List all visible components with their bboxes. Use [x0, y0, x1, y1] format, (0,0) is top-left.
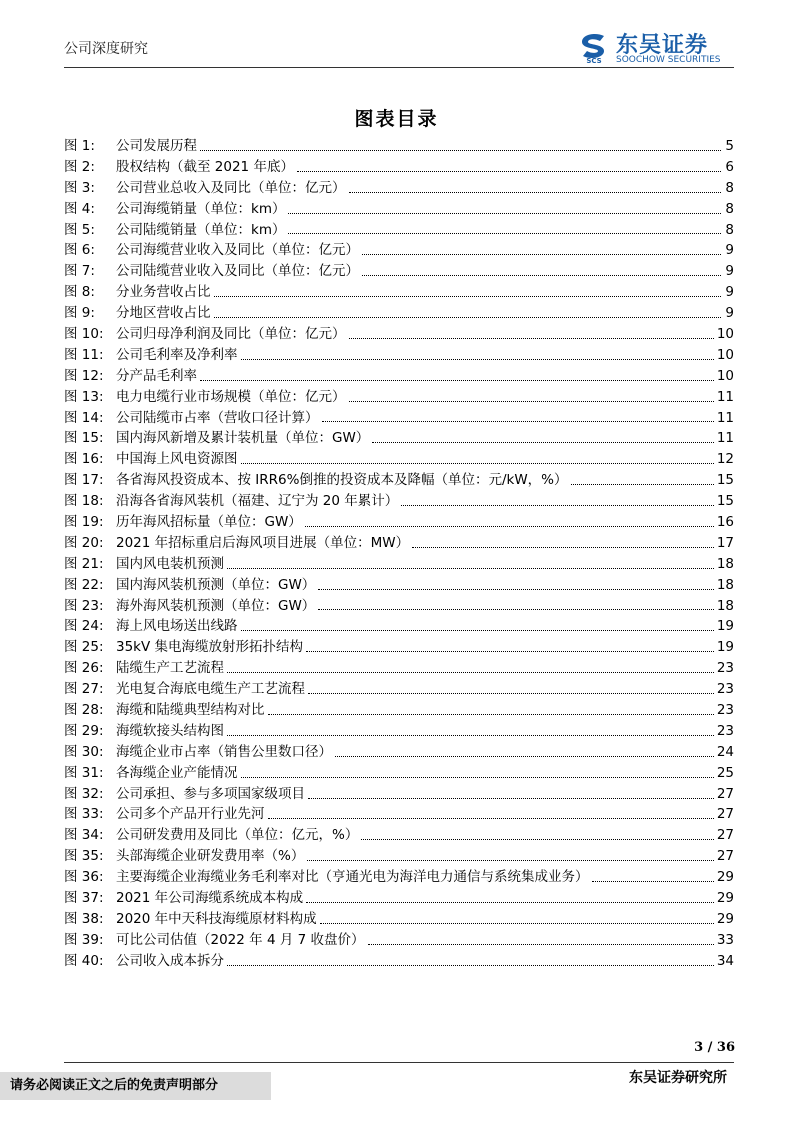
toc-title: 图表目录 — [354, 108, 439, 130]
figure-number: 图 27: — [64, 681, 104, 698]
toc-entry[interactable] — [64, 637, 734, 658]
figure-title-link[interactable]: 陆缆生产工艺流程 — [116, 660, 224, 677]
toc-entry[interactable] — [64, 470, 734, 491]
page-reference: 8 — [725, 200, 734, 217]
page-reference: 6 — [725, 158, 734, 175]
figure-number: 图 9: — [64, 305, 95, 322]
toc-entry[interactable] — [64, 491, 734, 512]
figure-title-link[interactable]: 公司发展历程 — [116, 137, 197, 154]
page-reference: 9 — [725, 305, 734, 322]
dot-leader — [349, 192, 722, 193]
toc-entry[interactable] — [64, 178, 734, 199]
figure-number: 图 18: — [64, 493, 104, 510]
toc-entry[interactable] — [64, 136, 734, 157]
figure-number: 图 6: — [64, 242, 95, 259]
page-reference: 11 — [716, 409, 734, 426]
dot-leader — [241, 463, 714, 464]
figure-title-link[interactable]: 2021 年公司海缆系统成本构成 — [116, 890, 304, 907]
toc-entry[interactable] — [64, 220, 734, 241]
dot-leader — [305, 526, 714, 527]
toc-entry[interactable] — [64, 658, 734, 679]
page-reference: 10 — [716, 346, 734, 363]
figure-title-link[interactable]: 2021 年招标重启后海风项目进展（单位：MW） — [116, 534, 410, 551]
page-reference: 10 — [716, 367, 734, 384]
page-reference: 5 — [725, 137, 734, 154]
dot-leader — [306, 902, 714, 903]
figure-title-link[interactable]: 分地区营收占比 — [116, 305, 211, 322]
toc-entry[interactable] — [64, 679, 734, 700]
page-reference: 18 — [716, 576, 734, 593]
figure-title-link[interactable]: 公司收入成本拆分 — [116, 952, 224, 969]
figure-number: 图 12: — [64, 367, 104, 384]
figure-number: 图 2: — [64, 158, 95, 175]
figure-number: 图 16: — [64, 451, 104, 468]
figure-title-link[interactable]: 海外海风装机预测（单位：GW） — [116, 597, 316, 614]
dot-leader — [200, 150, 721, 151]
research-institute: 东吴证券研究所 — [629, 1070, 727, 1086]
figure-title-link[interactable]: 光电复合海底电缆生产工艺流程 — [116, 681, 305, 698]
figure-title-link[interactable]: 分产品毛利率 — [116, 367, 197, 384]
dot-leader — [362, 254, 721, 255]
toc-entry[interactable] — [64, 951, 734, 972]
page-reference: 29 — [716, 910, 734, 927]
page-reference: 11 — [716, 430, 734, 447]
figure-number: 图 31: — [64, 764, 104, 781]
figure-number: 图 5: — [64, 221, 95, 238]
figure-number: 图 34: — [64, 827, 104, 844]
page-reference: 12 — [716, 451, 734, 468]
page-reference: 18 — [716, 597, 734, 614]
toc-entry[interactable] — [64, 763, 734, 784]
page-reference: 19 — [716, 618, 734, 635]
toc-entry[interactable] — [64, 387, 734, 408]
soochow-logo-icon — [578, 30, 610, 64]
figure-number: 图 32: — [64, 785, 104, 802]
dot-leader — [214, 317, 722, 318]
toc-entry[interactable] — [64, 408, 734, 429]
toc-entry[interactable] — [64, 261, 734, 282]
footer-divider — [64, 1062, 734, 1063]
figure-number: 图 10: — [64, 326, 104, 342]
dot-leader — [320, 923, 714, 924]
figure-number: 图 29: — [64, 722, 104, 739]
header-divider — [64, 67, 734, 68]
dot-leader — [297, 171, 721, 172]
logo-mark-text: SCS — [586, 57, 602, 64]
figure-number: 图 14: — [64, 409, 104, 426]
page-reference: 29 — [716, 869, 734, 886]
page-reference: 27 — [716, 806, 734, 823]
dot-leader — [362, 275, 721, 276]
toc-entry[interactable] — [64, 867, 734, 888]
toc-entry[interactable] — [64, 240, 734, 261]
dot-leader — [349, 401, 714, 402]
toc-entry[interactable] — [64, 700, 734, 721]
figure-number: 图 36: — [64, 869, 104, 886]
figure-number: 图 24: — [64, 618, 104, 635]
figure-number: 图 26: — [64, 660, 104, 677]
toc-entry[interactable] — [64, 930, 734, 951]
dot-leader — [268, 714, 714, 715]
figure-title-link[interactable]: 公司陆缆营业收入及同比（单位：亿元） — [116, 263, 359, 280]
toc-entry[interactable] — [64, 199, 734, 220]
toc-entry[interactable] — [64, 888, 734, 909]
figure-title-link[interactable]: 各海缆企业产能情况 — [116, 764, 238, 781]
figure-number: 图 17: — [64, 472, 104, 489]
figure-title-link[interactable]: 公司营业总收入及同比（单位：亿元） — [116, 179, 346, 196]
toc-entry[interactable] — [64, 345, 734, 366]
dot-leader — [308, 798, 714, 799]
page-reference: 10 — [716, 326, 734, 342]
figure-list — [64, 136, 734, 972]
figure-title-link[interactable]: 国内海风新增及累计装机量（单位：GW） — [116, 430, 370, 447]
figure-number: 图 19: — [64, 514, 104, 531]
dot-leader — [368, 944, 714, 945]
figure-title-link[interactable]: 海缆软接头结构图 — [116, 722, 224, 739]
page-reference: 23 — [716, 722, 734, 739]
dot-leader — [288, 213, 721, 214]
toc-entry[interactable] — [64, 742, 734, 763]
figure-title-link[interactable]: 公司毛利率及净利率 — [116, 346, 238, 363]
figure-title-link[interactable]: 海缆企业市占率（销售公里数口径） — [116, 743, 332, 760]
dot-leader — [241, 630, 714, 631]
figure-title-link[interactable]: 公司海缆营业收入及同比（单位：亿元） — [116, 242, 359, 259]
page-reference: 8 — [725, 179, 734, 196]
page-reference: 9 — [725, 284, 734, 301]
page-reference: 15 — [716, 472, 734, 489]
figure-title-link[interactable]: 头部海缆企业研发费用率（%） — [116, 848, 305, 865]
figure-number: 图 33: — [64, 806, 104, 823]
toc-entry[interactable] — [64, 282, 734, 303]
dot-leader — [241, 777, 714, 778]
figure-title-link[interactable]: 公司陆缆销量（单位：km） — [116, 221, 286, 238]
figure-number: 图 40: — [64, 952, 104, 969]
toc-entry[interactable] — [64, 575, 734, 596]
figure-title-link[interactable]: 2020 年中天科技海缆原材料构成 — [116, 910, 317, 927]
figure-title-link[interactable]: 35kV 集电海缆放射形拓扑结构 — [116, 639, 304, 656]
page-reference: 19 — [716, 639, 734, 656]
figure-number: 图 25: — [64, 639, 104, 656]
page-reference: 23 — [716, 660, 734, 677]
dot-leader — [227, 965, 714, 966]
toc-entry[interactable] — [64, 909, 734, 930]
page-reference: 11 — [716, 388, 734, 405]
toc-entry[interactable] — [64, 303, 734, 324]
figure-title-link[interactable]: 国内海风装机预测（单位：GW） — [116, 576, 316, 593]
figure-title-link[interactable]: 公司归母净利润及同比（单位：亿元） — [116, 326, 346, 342]
figure-title-link[interactable]: 公司研发费用及同比（单位：亿元，%） — [116, 827, 359, 844]
dot-leader — [227, 672, 714, 673]
figure-number: 图 28: — [64, 702, 104, 719]
dot-leader — [361, 839, 713, 840]
page-reference: 16 — [716, 514, 734, 531]
figure-number: 图 35: — [64, 848, 104, 865]
figure-title-link[interactable]: 海缆和陆缆典型结构对比 — [116, 702, 265, 719]
figure-title-link[interactable]: 公司陆缆市占率（营收口径计算） — [116, 409, 319, 426]
figure-title-link[interactable]: 可比公司估值（2022 年 4 月 7 收盘价） — [116, 931, 365, 948]
figure-number: 图 13: — [64, 388, 104, 405]
dot-leader — [349, 338, 714, 339]
dot-leader — [318, 589, 714, 590]
figure-number: 图 4: — [64, 200, 95, 217]
figure-number: 图 30: — [64, 743, 104, 760]
dot-leader — [307, 860, 713, 861]
toc-entry[interactable] — [64, 805, 734, 826]
toc-entry[interactable] — [64, 616, 734, 637]
dot-leader — [241, 359, 714, 360]
toc-entry[interactable] — [64, 596, 734, 617]
toc-entry[interactable] — [64, 428, 734, 449]
figure-number: 图 21: — [64, 555, 104, 572]
figure-title-link[interactable]: 公司承担、参与多项国家级项目 — [116, 785, 305, 802]
toc-entry[interactable] — [64, 533, 734, 554]
toc-entry[interactable] — [64, 554, 734, 575]
dot-leader — [592, 881, 714, 882]
dot-leader — [288, 233, 721, 234]
dot-leader — [214, 296, 722, 297]
figure-title-link[interactable]: 主要海缆企业海缆业务毛利率对比（亨通光电为海洋电力通信与系统集成业务） — [116, 869, 589, 886]
toc-entry[interactable] — [64, 157, 734, 178]
figure-title-link[interactable]: 沿海各省海风装机（福建、辽宁为 20 年累计） — [116, 493, 399, 510]
figure-title-link[interactable]: 电力电缆行业市场规模（单位：亿元） — [116, 388, 346, 405]
figure-number: 图 7: — [64, 263, 95, 280]
toc-entry[interactable] — [64, 324, 734, 345]
figure-number: 图 38: — [64, 910, 104, 927]
disclaimer-banner: 请务必阅读正文之后的免责声明部分 — [0, 1072, 271, 1100]
toc-entry[interactable] — [64, 366, 734, 387]
figure-number: 图 20: — [64, 534, 104, 551]
dot-leader — [306, 651, 714, 652]
figure-title-link[interactable]: 公司海缆销量（单位：km） — [116, 200, 286, 217]
logo-chinese-name: 东吴证券 — [616, 33, 709, 58]
page-reference: 27 — [716, 848, 734, 865]
dot-leader — [372, 442, 714, 443]
page-reference: 23 — [716, 681, 734, 698]
figure-title-link[interactable]: 海上风电场送出线路 — [116, 618, 238, 635]
figure-title-link[interactable]: 股权结构（截至 2021 年底） — [116, 158, 294, 175]
dot-leader — [412, 547, 714, 548]
dot-leader — [227, 568, 714, 569]
page-number: 3 / 36 — [694, 1040, 735, 1055]
page-reference: 9 — [725, 263, 734, 280]
figure-title-link[interactable]: 历年海风招标量（单位：GW） — [116, 514, 302, 531]
toc-entry[interactable] — [64, 512, 734, 533]
page-reference: 34 — [716, 952, 734, 969]
dot-leader — [571, 484, 714, 485]
page-reference: 27 — [716, 785, 734, 802]
document-type: 公司深度研究 — [64, 41, 148, 57]
page-reference: 18 — [716, 555, 734, 572]
logo-english-name: SOOCHOW SECURITIES — [616, 55, 721, 65]
dot-leader — [227, 735, 714, 736]
figure-title-link[interactable]: 国内风电装机预测 — [116, 555, 224, 572]
page-reference: 33 — [716, 931, 734, 948]
figure-title-link[interactable]: 中国海上风电资源图 — [116, 451, 238, 468]
page-reference: 8 — [725, 221, 734, 238]
toc-entry[interactable] — [64, 846, 734, 867]
page-reference: 15 — [716, 493, 734, 510]
toc-entry[interactable] — [64, 449, 734, 470]
figure-title-link[interactable]: 分业务营收占比 — [116, 284, 211, 301]
figure-number: 图 8: — [64, 284, 95, 301]
dot-leader — [268, 818, 714, 819]
figure-number: 图 3: — [64, 179, 95, 196]
page-reference: 9 — [725, 242, 734, 259]
page-reference: 17 — [716, 534, 734, 551]
page-reference: 29 — [716, 890, 734, 907]
figure-number: 图 39: — [64, 931, 104, 948]
figure-number: 图 37: — [64, 890, 104, 907]
page-reference: 27 — [716, 827, 734, 844]
figure-number: 图 15: — [64, 430, 104, 447]
figure-number: 图 1: — [64, 137, 95, 154]
dot-leader — [335, 756, 714, 757]
toc-entry[interactable] — [64, 825, 734, 846]
dot-leader — [322, 421, 714, 422]
figure-title-link[interactable]: 公司多个产品开行业先河 — [116, 806, 265, 823]
toc-entry[interactable] — [64, 721, 734, 742]
page-reference: 25 — [716, 764, 734, 781]
dot-leader — [200, 380, 714, 381]
company-logo — [578, 28, 738, 68]
dot-leader — [308, 693, 714, 694]
figure-number: 图 11: — [64, 346, 104, 363]
toc-entry[interactable] — [64, 784, 734, 805]
page-reference: 24 — [716, 743, 734, 760]
dot-leader — [401, 505, 714, 506]
figure-title-link[interactable]: 各省海风投资成本、按 IRR6%倒推的投资成本及降幅（单位：元/kW，%） — [116, 472, 568, 489]
dot-leader — [318, 609, 714, 610]
figure-number: 图 22: — [64, 576, 104, 593]
page-reference: 23 — [716, 702, 734, 719]
figure-number: 图 23: — [64, 597, 104, 614]
